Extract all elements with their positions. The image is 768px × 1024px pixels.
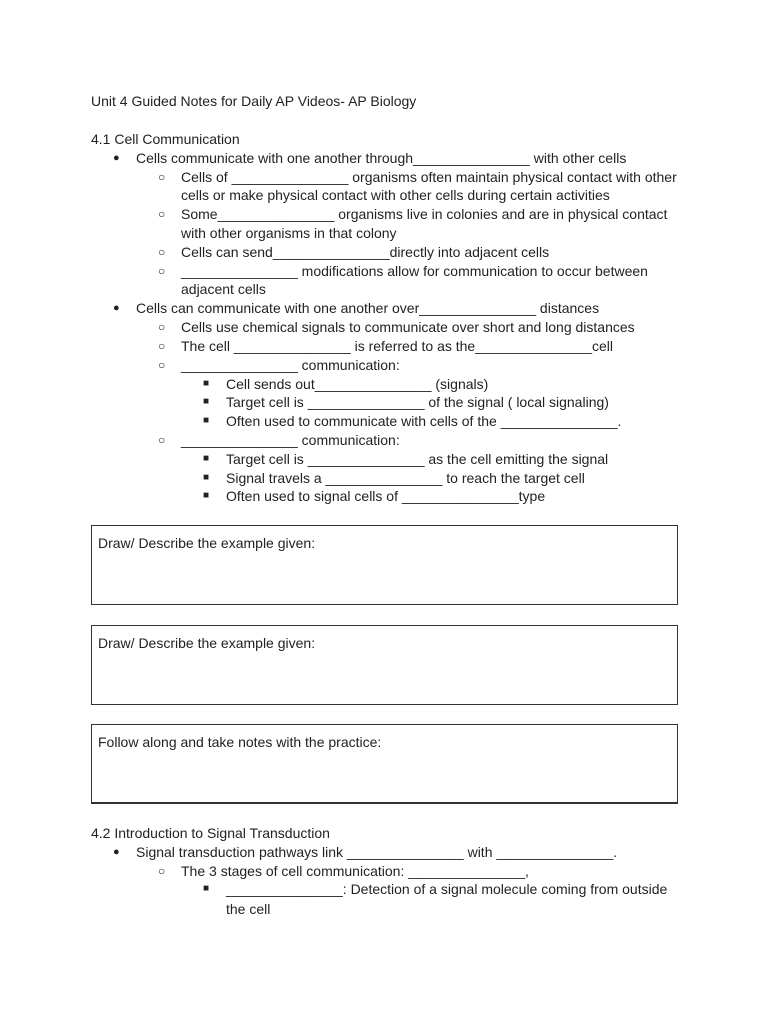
circle-bullet-icon: ○ (158, 433, 166, 447)
list-item: Signal travels a _______________ to reach the target cell (226, 470, 585, 486)
list-item-continued: the cell (226, 901, 271, 917)
list-item-continued: with other organisms in that colony (181, 225, 397, 241)
square-bullet-icon: ■ (203, 472, 210, 483)
list-item: The 3 stages of cell communication: _______________, (181, 863, 529, 879)
list-item: Cells can send_______________directly into adjacent cells (181, 244, 550, 260)
section-heading-4-2: 4.2 Introduction to Signal Transduction (91, 825, 330, 841)
list-item: Cells can communicate with one another over_______________ distances (136, 300, 600, 316)
list-item: Cells use chemical signals to communicate over short and long distances (181, 319, 635, 335)
example-box (91, 625, 678, 705)
document-title: Unit 4 Guided Notes for Daily AP Videos- AP Biology (91, 93, 417, 109)
square-bullet-icon: ■ (203, 415, 210, 426)
list-item: Cell sends out_______________ (signals) (226, 376, 489, 392)
list-item-continued: adjacent cells (181, 281, 266, 297)
circle-bullet-icon: ○ (158, 207, 166, 221)
list-item: _______________ modifications allow for communication to occur between (181, 263, 648, 279)
square-bullet-icon: ■ (203, 883, 210, 894)
bullet-icon: ● (113, 152, 120, 164)
list-item: Signal transduction pathways link _______________ with _______________. (136, 844, 618, 860)
list-item: Cells communicate with one another through_______________ with other cells (136, 150, 627, 166)
list-item: _______________ communication: (181, 357, 400, 373)
example-box (91, 525, 678, 605)
list-item: Often used to communicate with cells of the _______________. (226, 413, 622, 429)
square-bullet-icon: ■ (203, 453, 210, 464)
box-prompt: Draw/ Describe the example given: (98, 635, 316, 651)
list-item: Often used to signal cells of _______________type (226, 488, 546, 504)
box-prompt: Follow along and take notes with the practice: (98, 734, 382, 750)
list-item: The cell _______________ is referred to as the_______________cell (181, 338, 614, 354)
square-bullet-icon: ■ (203, 396, 210, 407)
circle-bullet-icon: ○ (158, 339, 166, 353)
box-prompt: Draw/ Describe the example given: (98, 535, 316, 551)
circle-bullet-icon: ○ (158, 320, 166, 334)
section-heading-4-1: 4.1 Cell Communication (91, 131, 240, 147)
circle-bullet-icon: ○ (158, 358, 166, 372)
circle-bullet-icon: ○ (158, 864, 166, 878)
circle-bullet-icon: ○ (158, 170, 166, 184)
circle-bullet-icon: ○ (158, 245, 166, 259)
list-item: Target cell is _______________ as the cell emitting the signal (226, 451, 609, 467)
list-item: _______________: Detection of a signal molecule coming from outside (226, 881, 668, 897)
list-item-continued: cells or make physical contact with other cells during certain activities (181, 187, 610, 203)
circle-bullet-icon: ○ (158, 264, 166, 278)
bullet-icon: ● (113, 302, 120, 314)
list-item: Cells of _______________ organisms often maintain physical contact with other (181, 169, 677, 185)
list-item: Target cell is _______________ of the signal ( local signaling) (226, 394, 609, 410)
list-item: Some_______________ organisms live in colonies and are in physical contact (181, 206, 668, 222)
square-bullet-icon: ■ (203, 490, 210, 501)
list-item: _______________ communication: (181, 432, 400, 448)
practice-box (91, 724, 678, 804)
bullet-icon: ● (113, 846, 120, 858)
square-bullet-icon: ■ (203, 378, 210, 389)
